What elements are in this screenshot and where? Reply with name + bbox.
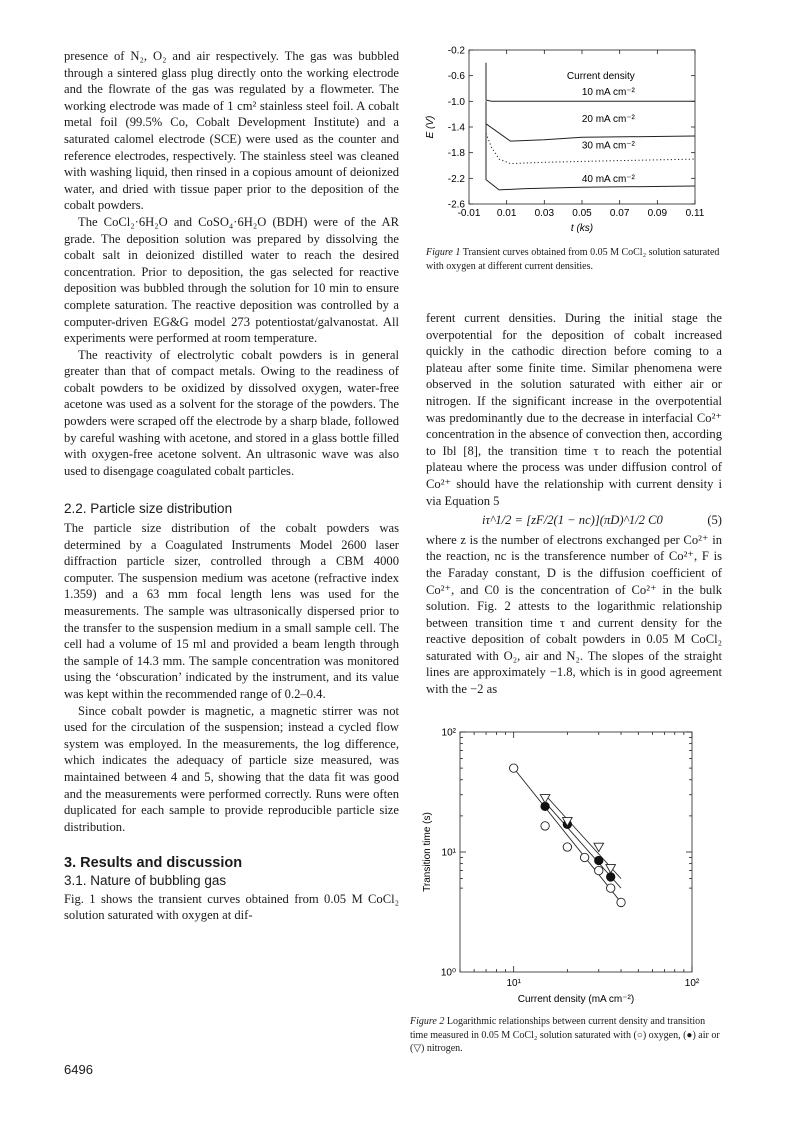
paragraph: ferent current densities. During the initial stage the overpotential for the deposition of cobalt increased quickly in the cathodic direction before coming to a plateau after some finite time. Similar phenomena were observed in the solution saturated with either air or nitrogen. If the significant increase in the overpotential was predominantly due to the decrease in interfacial Co²⁺ concentration in the absence of convection then, according to Ibl [8], the transition time τ to reach the potential plateau where the process was under diffusion control of Co²⁺ should have the relationship with current density i via Equation 5	[426, 311, 722, 508]
data-point-oxygen	[617, 898, 625, 906]
equation-5	[426, 509, 722, 532]
data-point-oxygen	[606, 884, 614, 892]
series-label: 40 mA cm⁻²	[581, 173, 635, 185]
y-tick-label: 10¹	[441, 847, 456, 859]
caption-text: Logarithmic relationships between current density and transition time measured in 0.05 M CoCl₂ solution saturated with (○) oxygen, (●) air or (▽) nitrogen.	[410, 1016, 720, 1054]
equation-number: (5)	[707, 513, 722, 528]
y-tick-label: 10⁰	[440, 967, 456, 979]
fit-line-oxygen	[514, 768, 621, 902]
x-tick-label: 0.05	[572, 208, 592, 219]
y-tick-label: 10²	[441, 727, 456, 739]
x-tick-label: 0.03	[534, 208, 555, 219]
series-label: 30 mA cm⁻²	[581, 140, 635, 152]
y-axis-label: Transition time (s)	[422, 812, 433, 892]
left-column	[64, 48, 399, 924]
x-axis-label: Current density (mA cm⁻²)	[517, 994, 635, 1005]
data-point-oxygen	[580, 853, 588, 861]
figure-label: Figure 1	[426, 247, 461, 258]
paragraph: presence of N₂, O₂ and air respectively. The gas was bubbled through a sintered glass plug directly onto the working electrode and the flowrate of the gas was regulated by a flowmeter. The working electrode was made of 1 cm² stainless steel foil. A cobalt metal foil (99.5% Co, Cobalt Development Institute) and a saturated calomel electrode (SCE) were used as the counter and reference electrodes, respectively. The stainless steel was cleaned with washing liquid, then rinsed in a copious amount of deionized water, and dried with tissue paper prior to the deposition of the cobalt powders.	[64, 49, 399, 213]
data-point-oxygen	[563, 843, 571, 851]
section-heading-3: 3. Results and discussion	[64, 855, 243, 872]
figure-label: Figure 2	[410, 1016, 445, 1027]
y-tick-label: -1.4	[447, 122, 465, 134]
equation-body: iτ^1/2 = [zF/2(1 − nc)](πD)^1/2 C0	[482, 513, 663, 528]
right-column	[426, 310, 722, 698]
figure-1-chart	[410, 40, 710, 240]
caption-text: Transient curves obtained from 0.05 M CoCl₂ solution saturated with oxygen at different current densities.	[426, 247, 720, 272]
x-tick-label: 0.11	[685, 208, 705, 219]
data-point-oxygen	[541, 822, 549, 830]
y-tick-label: -2.2	[447, 173, 465, 185]
paragraph: Fig. 1 shows the transient curves obtained from 0.05 M CoCl₂ solution saturated with oxygen at dif-	[64, 891, 399, 923]
y-tick-label: -0.6	[447, 71, 465, 83]
data-point-oxygen	[509, 764, 517, 772]
y-tick-label: -1.0	[447, 96, 465, 108]
data-point-air	[606, 873, 614, 881]
plot-frame	[460, 732, 692, 972]
legend-title: Current density	[566, 71, 635, 83]
y-tick-label: -0.2	[447, 45, 465, 57]
x-axis-label: t (ks)	[570, 223, 594, 234]
paragraph: The reactivity of electrolytic cobalt powders is in general greater than that of compact metals. Owing to the readiness of cobalt powders to be oxidized by dissolved oxygen, water-free acetone was used as a solvent for the storage of the powders. The powders were scraped off the electrode by a sharp blade, followed by careful washing with acetone, and stored in a glass bottle filled with oxygen-free acetone solvent. An ultrasonic wave was also used to disengage coagulated cobalt particles.	[64, 347, 399, 478]
series-label: 20 mA cm⁻²	[581, 114, 635, 126]
x-tick-label: 10¹	[506, 978, 521, 989]
y-axis-label: E (V)	[425, 115, 436, 139]
figure-2-caption	[410, 1015, 722, 1056]
paragraph: where z is the number of electrons exchanged per Co²⁺ in the reaction, nc is the transference number of Co²⁺, F is the Faraday constant, D is the diffusion coefficient of Co²⁺, and C0 is the concentration of Co²⁺ in the bulk solution. Fig. 2 attests to the logarithmic relationship between transition time τ and current density for the reactive deposition of cobalt powders in 0.05 M CoCl₂ saturated with O₂, air and N₂. The slopes of the straight lines are approximately −1.8, which is in good agreement with the −2 as	[426, 532, 722, 697]
paragraph: Since cobalt powder is magnetic, a magnetic stirrer was not used for the circulation of the suspension; instead a cycled flow system was employed. In the measurements, the log difference, which indicates the adequacy of particle size measured, was maintained between 4 and 5, showing that the data fit was good and the measurements were performed correctly. Runs were often duplicated for each sample to provide reproducible particle size distribution.	[64, 703, 399, 834]
x-tick-label: 0.07	[609, 208, 630, 219]
data-point-air	[595, 856, 603, 864]
data-point-oxygen	[595, 866, 603, 874]
x-tick-label: 0.01	[496, 208, 517, 219]
figure-1-caption	[426, 246, 724, 273]
series-label: 10 mA cm⁻²	[581, 87, 635, 99]
paragraph: The particle size distribution of the cobalt powders was determined by a Coagulated Instruments Model 2600 laser diffraction particle sizer, controlled through a CBM 4000 computer. The suspension medium was acetone (refractive index 1.359) and a 63 mm focal length lens was used for the measurements. The sample was ultrasonically dispersed prior to the transfer to the suspension medium in a small sample cell. The cell had a volume of 15 ml and provided a beam length through the sample of 14.3 mm. The sample concentration was monitored using the ‘obscuration’ indicated by the instrument, and its value was kept within the recommended range of 0.2–0.4.	[64, 521, 399, 701]
figure-2-chart	[405, 720, 725, 1012]
page-number: 6496	[64, 1062, 93, 1077]
y-tick-label: -1.8	[447, 148, 465, 160]
x-tick-label: 10²	[684, 978, 700, 989]
section-heading-2-2: 2.2. Particle size distribution	[64, 501, 233, 517]
data-point-nitrogen	[606, 865, 616, 873]
series-line-2	[486, 124, 695, 141]
x-tick-label: -0.01	[457, 208, 481, 219]
paragraph: The CoCl₂·6H₂O and CoSO₄·6H₂O (BDH) were of the AR grade. The deposition solution was prepared by dissolving the cobalt salt in deionized distilled water to reach the desired concentration. Prior to deposition, the gas selected for reactive deposition was bubbled through the solution for 10 min to ensure complete saturation. The reactive deposition was controlled by a computer-driven EG&G model 273 potentiostat/galvanostat. All experiments were performed at room temperature.	[64, 214, 399, 346]
section-heading-3-1: 3.1. Nature of bubbling gas	[64, 872, 227, 888]
y-tick-label: -2.6	[447, 199, 465, 211]
x-tick-label: 0.09	[647, 208, 668, 219]
